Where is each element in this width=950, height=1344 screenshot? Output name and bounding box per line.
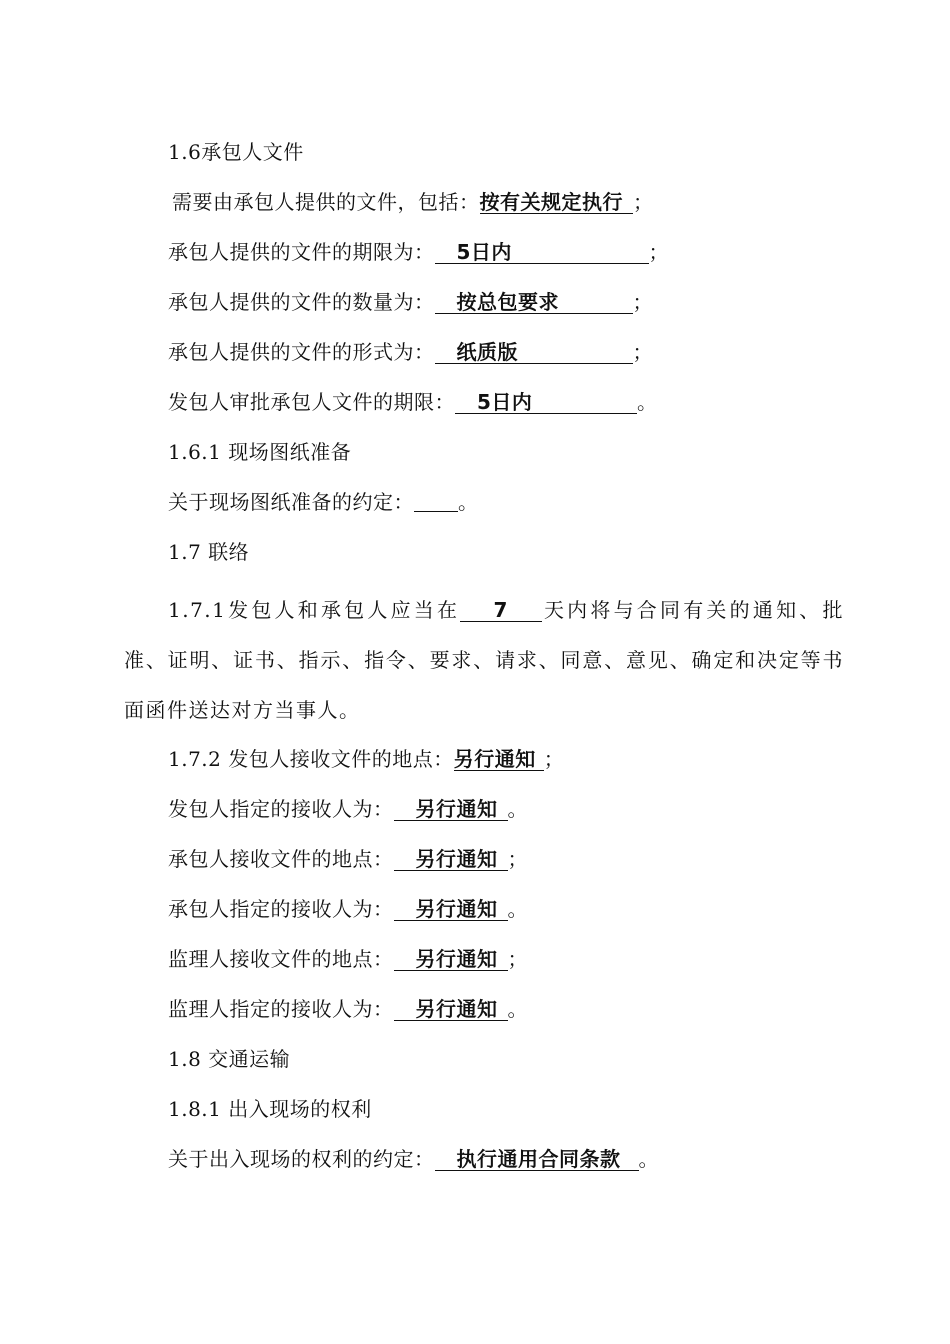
- contractor-place-value: 另行通知: [394, 848, 508, 871]
- heading-text: 1.8 交通运输: [168, 1047, 291, 1071]
- employer-recipient-line: [168, 795, 528, 823]
- docs-quantity-line: [168, 288, 653, 316]
- docs-term-value: 5日内: [435, 241, 649, 264]
- review-term-value: 5日内: [455, 391, 637, 414]
- employer-place-value: 另行通知: [454, 748, 544, 771]
- notice-days-value: 7: [460, 599, 542, 622]
- docs-form-value: 纸质版: [435, 341, 633, 364]
- site-access-value: 执行通用合同条款: [435, 1148, 639, 1171]
- docs-term-line: [168, 238, 669, 266]
- supervisor-place-value: 另行通知: [394, 948, 508, 971]
- drawing-prep-value: [414, 490, 458, 512]
- field-label: 承包人接收文件的地点：: [168, 847, 394, 871]
- contractor-recipient-value: 另行通知: [394, 898, 508, 921]
- punct: 。: [507, 797, 528, 821]
- supervisor-place-line: [168, 945, 528, 973]
- field-label: 1.7.2 发包人接收文件的地点：: [168, 747, 454, 771]
- heading-text: 1.8.1 出入现场的权利: [168, 1097, 372, 1121]
- field-label: 关于出入现场的权利的约定：: [168, 1147, 435, 1171]
- employer-place-line: [168, 745, 564, 773]
- section-heading-1-8: [168, 1045, 290, 1073]
- field-label: 承包人提供的文件的数量为：: [168, 290, 435, 314]
- contractor-place-line: [168, 845, 528, 873]
- heading-text: 1.7 联络: [168, 540, 250, 564]
- heading-text: 1.6承包人文件: [168, 140, 304, 164]
- section-heading-1-6-1: [168, 438, 351, 466]
- drawing-prep-line: [168, 488, 479, 516]
- punct: ；: [648, 240, 669, 264]
- docs-required-line: [172, 188, 654, 216]
- field-label: 监理人指定的接收人为：: [168, 997, 394, 1021]
- field-label: 承包人提供的文件的形式为：: [168, 340, 435, 364]
- punct: ；: [633, 190, 654, 214]
- punct: ；: [507, 947, 528, 971]
- paragraph-text: 1.7.1发包人和承包人应当在: [168, 598, 461, 622]
- punct: ；: [543, 747, 565, 771]
- punct: ；: [507, 847, 528, 871]
- docs-form-line: [168, 338, 653, 366]
- field-label: 关于现场图纸准备的约定：: [168, 490, 414, 514]
- section-heading-1-8-1: [168, 1095, 372, 1123]
- punct: ；: [632, 290, 653, 314]
- punct: 。: [507, 897, 528, 921]
- section-heading-1-7: [168, 538, 249, 566]
- field-label: 发包人指定的接收人为：: [168, 797, 394, 821]
- employer-recipient-value: 另行通知: [394, 798, 508, 821]
- field-label: 承包人提供的文件的期限为：: [168, 240, 435, 264]
- supervisor-recipient-line: [168, 995, 528, 1023]
- review-term-line: [168, 388, 658, 416]
- field-label: 发包人审批承包人文件的期限：: [168, 390, 455, 414]
- field-label: 监理人接收文件的地点：: [168, 947, 394, 971]
- field-label: 承包人指定的接收人为：: [168, 897, 394, 921]
- field-label: 需要由承包人提供的文件，包括：: [172, 190, 480, 214]
- punct: 。: [638, 1147, 659, 1171]
- docs-required-value: 按有关规定执行: [480, 191, 634, 214]
- liaison-paragraph: [124, 585, 844, 735]
- contractor-recipient-line: [168, 895, 528, 923]
- punct: 。: [637, 390, 658, 414]
- punct: 。: [458, 490, 479, 514]
- punct: 。: [507, 997, 528, 1021]
- docs-quantity-value: 按总包要求: [435, 291, 633, 314]
- section-heading-1-6: [168, 138, 304, 166]
- supervisor-recipient-value: 另行通知: [394, 998, 508, 1021]
- site-access-line: [168, 1145, 659, 1173]
- punct: ；: [632, 340, 653, 364]
- heading-text: 1.6.1 现场图纸准备: [168, 440, 352, 464]
- paragraph-text: 天内将与合同有关的通知、批准、证明、证书、指示、指令、要求、请求、同意、意见、确定和决定等书面函件送达对方当事人。: [124, 598, 845, 722]
